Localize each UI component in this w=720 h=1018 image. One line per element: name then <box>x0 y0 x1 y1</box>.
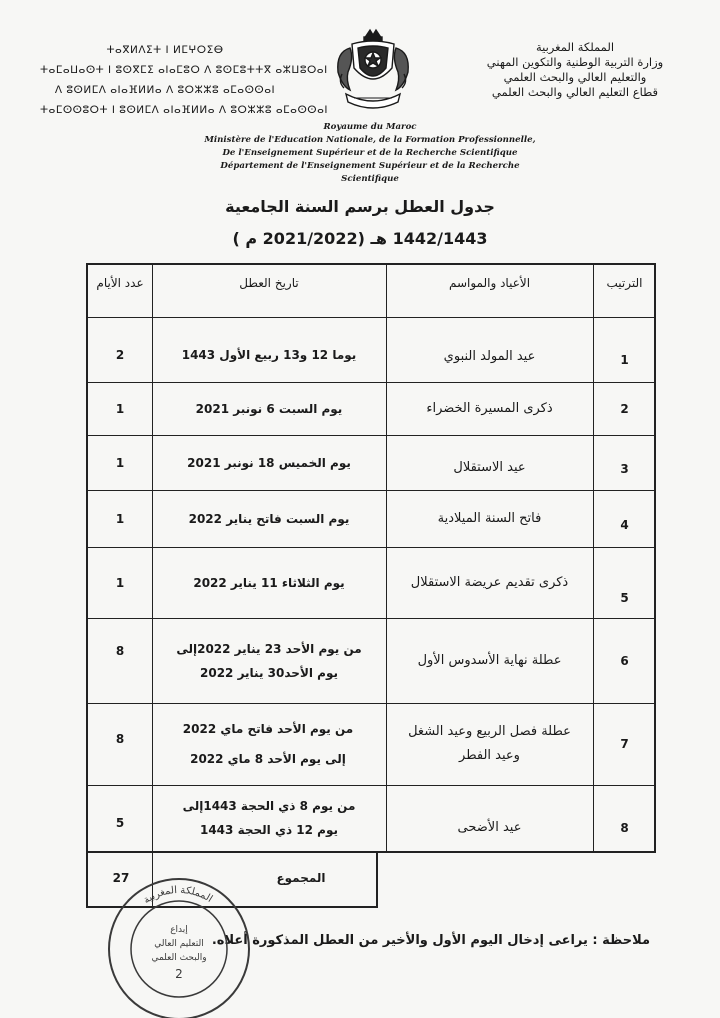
header-dates: تاريخ العطل <box>239 276 299 290</box>
row-days: 1 <box>115 511 125 526</box>
row-rank: 3 <box>620 461 629 476</box>
row-rank: 4 <box>620 517 629 532</box>
row-days: 5 <box>115 816 125 830</box>
row-occasion: ذكرى تقديم عريضة الاستقلال <box>410 574 569 590</box>
row-occasion: ذكرى المسيرة الخضراء <box>426 400 553 416</box>
row-occasion: عيد المولد النبوي <box>443 348 536 364</box>
row-dates: من يوم الأحد فاتح ماي 2022 إلى يوم الأحد 8 ماي 2022 <box>182 722 354 766</box>
row-dates: يوم الثلاثاء 11 يناير 2022 <box>193 575 345 590</box>
row-days: 8 <box>115 643 125 658</box>
svg-text:المملكة المغربية <box>142 885 215 906</box>
row-dates: يوم السبت فاتح يناير 2022 <box>188 511 350 526</box>
total-value: 27 <box>112 871 130 885</box>
french-header-line: De l'Enseignement Supérieur et de la Recherche Scientifique <box>222 148 518 158</box>
arabic-header-line: وزارة التربية الوطنية والتكوين المهني <box>486 55 664 69</box>
official-stamp <box>104 874 254 1018</box>
stamp-line: والبحث العلمي <box>151 953 207 963</box>
row-dates: من يوم 8 ذي الحجة 1443إلى يوم 12 ذي الحجة 1443 <box>182 799 356 837</box>
row-rank: 2 <box>620 401 629 416</box>
french-header-line: Ministère de l'Education Nationale, de la Formation Professionnelle, <box>204 135 536 145</box>
row-occasion: عيد الاستقلال <box>453 459 526 475</box>
row-rank: 1 <box>620 352 629 367</box>
row-occasion: عيد الأضحى <box>457 820 522 835</box>
header-rank: الترتيب <box>606 276 643 290</box>
tifinagh-header <box>40 40 328 120</box>
total-label: المجموع <box>276 871 326 885</box>
row-dates: يوم السبت 6 نونبر 2021 <box>195 401 343 416</box>
row-occasion: عطلة نهاية الأسدوس الأول <box>417 652 562 668</box>
row-rank: 7 <box>620 737 629 751</box>
arabic-header-line: والتعليم العالي والبحث العلمي <box>503 70 647 84</box>
row-rank: 6 <box>620 653 629 668</box>
row-days: 1 <box>115 455 125 470</box>
french-ministry-header <box>200 121 540 186</box>
tifinagh-line: ⴷ ⵓⵙⵍⵎⴷ ⴰⵏⴰⴼⵍⵍⴰ ⴷ ⵓⵔⵣⵣⵓ ⴰⵎⴰⵙⵙⴰⵏ <box>54 84 276 96</box>
tifinagh-line: ⵜⴰⵎⵙⵙⵓⵔⵜ ⵏ ⵓⵙⵍⵎⴷ ⴰⵏⴰⴼⵍⵍⴰ ⴷ ⵓⵔⵣⵣⵓ ⴰⵎⴰⵙⵙⴰⵏ <box>40 104 328 116</box>
row-dates: من يوم الأحد 23 يناير 2022إلى يوم الأحد30 يناير 2022 <box>176 641 362 680</box>
row-days: 1 <box>115 575 125 590</box>
stamp-line: التعليم العالي <box>154 939 204 949</box>
holidays-table <box>86 263 656 853</box>
row-occasion: عطلة فصل الربيع وعيد الشغل وعيد الفطر <box>408 724 571 763</box>
row-dates: يوم الخميس 18 نونبر 2021 <box>187 455 351 470</box>
header-days: عدد الأيام <box>96 276 144 290</box>
stamp-line: 2 <box>175 967 183 981</box>
tifinagh-line: ⵜⴰⵎⴰⵡⴰⵙⵜ ⵏ ⵓⵙⴳⵎⵉ ⴰⵏⴰⵎⵓⵔ ⴷ ⵓⵙⵎⵓⵜⵜⴳ ⴰⵣⵡⵓⵔⴰⵏ <box>40 64 328 76</box>
tifinagh-line: ⵜⴰⴳⵍⴷⵉⵜ ⵏ ⵍⵎⵖⵔⵉⴱ <box>106 44 224 56</box>
document-title: جدول العطل برسم السنة الجامعية <box>225 197 495 216</box>
french-header-line: Département de l'Enseignement Supérieur et de la Recherche Scientifique <box>220 161 520 184</box>
row-occasion: فاتح السنة الميلادية <box>437 510 542 526</box>
document-subtitle: 1442/1443 هـ (2021/2022 م ) <box>232 229 488 248</box>
arabic-header-line: المملكة المغربية <box>535 40 615 54</box>
row-days: 2 <box>115 347 125 362</box>
row-rank: 8 <box>620 821 629 835</box>
row-days: 1 <box>115 401 125 416</box>
row-rank: 5 <box>620 590 629 605</box>
footnote: ملاحظة : يراعى إدخال اليوم الأول والأخير من العطل المذكورة أعلاه. <box>211 933 650 948</box>
arabic-ministry-header <box>470 40 680 100</box>
stamp-ring-text: المملكة المغربية <box>141 884 215 907</box>
arabic-header-line: قطاع التعليم العالي والبحث العلمي <box>491 85 659 99</box>
row-dates: يوما 12 و13 ربيع الأول 1443 <box>181 347 357 362</box>
coat-of-arms-icon <box>328 28 418 116</box>
row-days: 8 <box>115 732 125 746</box>
stamp-line: إبداع <box>170 925 188 935</box>
french-header-line: Royaume du Maroc <box>323 122 417 132</box>
header-occasion: الأعياد والمواسم <box>448 276 531 290</box>
